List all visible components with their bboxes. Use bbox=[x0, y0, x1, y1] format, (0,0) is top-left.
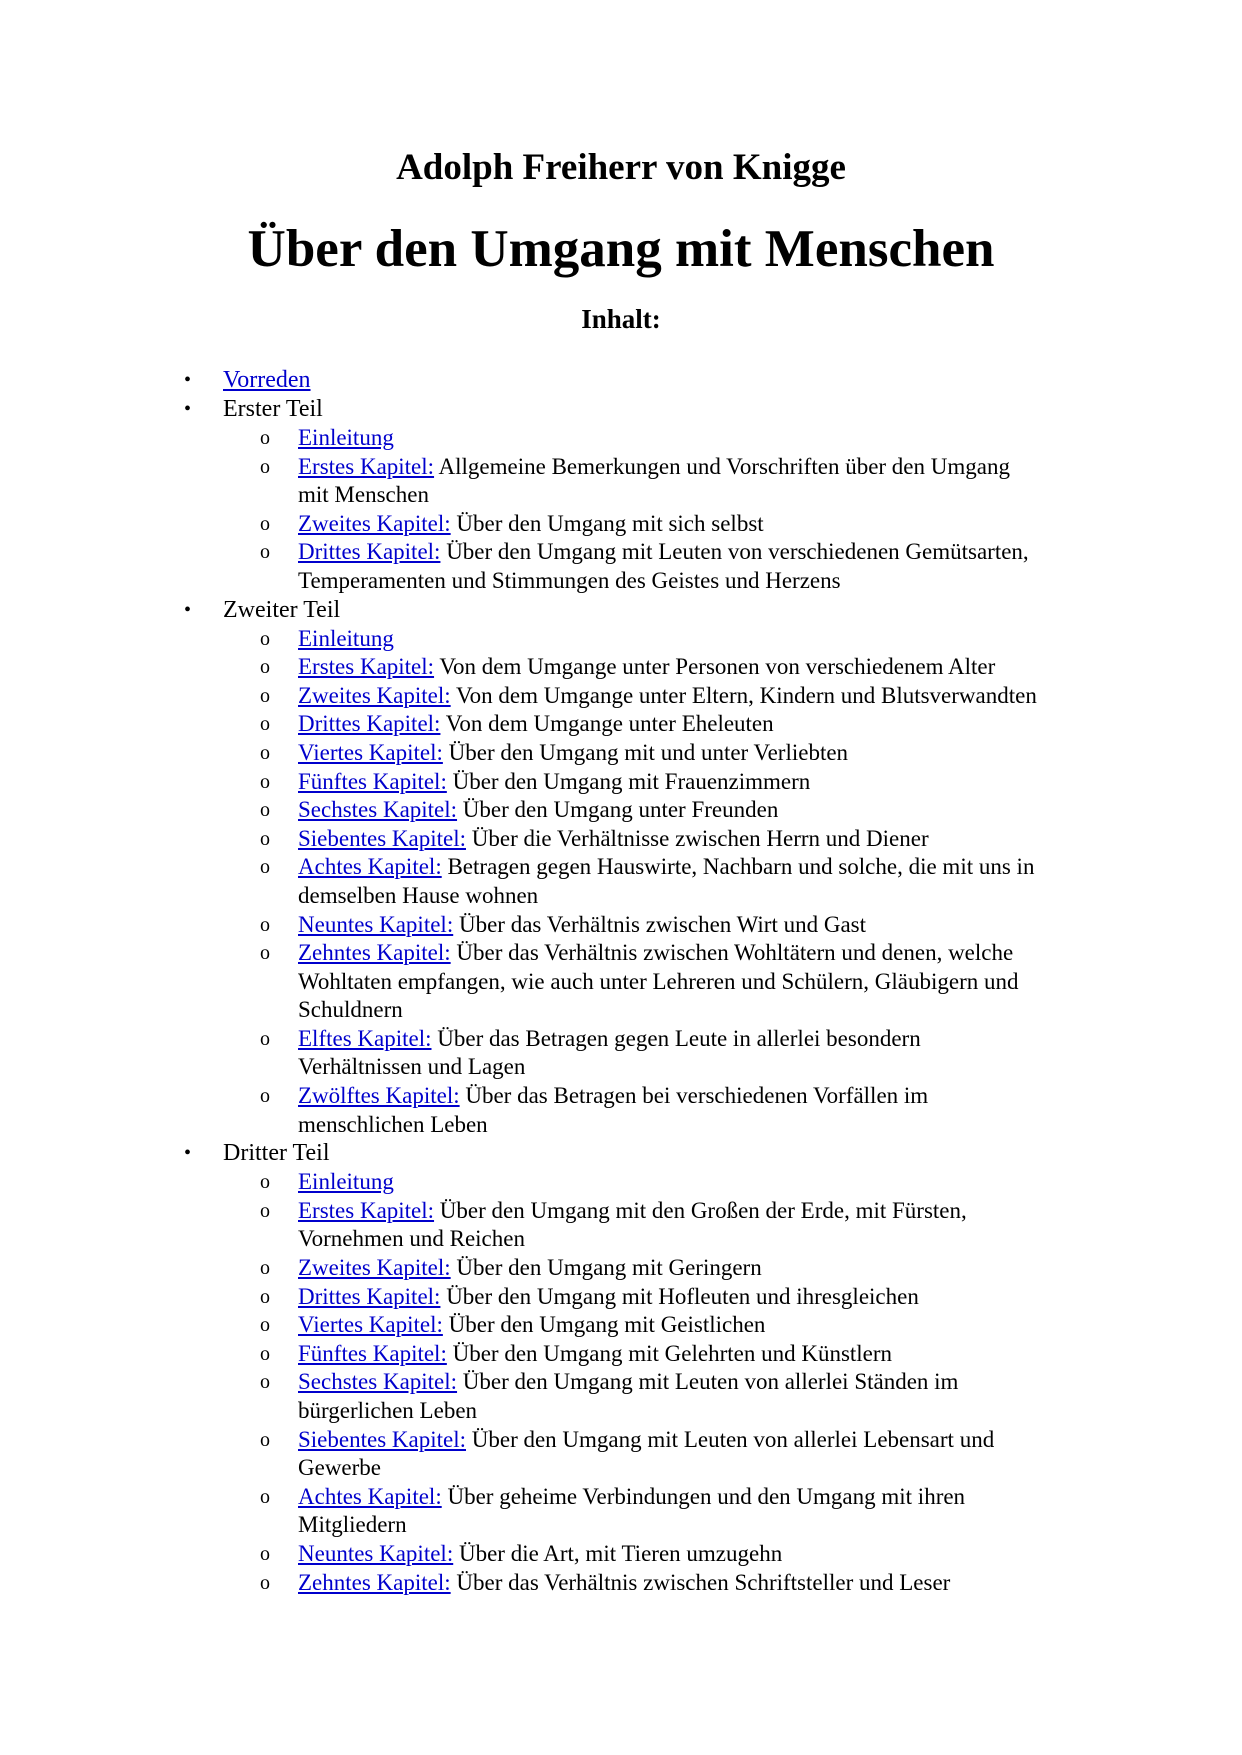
chapter-item bbox=[0, 825, 1046, 854]
circle-bullet-icon: o bbox=[260, 741, 270, 764]
circle-bullet-icon: o bbox=[260, 1199, 270, 1222]
toc-part bbox=[0, 395, 1242, 596]
circle-bullet-icon: o bbox=[260, 827, 270, 850]
circle-bullet-icon: o bbox=[260, 1542, 270, 1565]
bullet-icon: • bbox=[184, 1142, 192, 1165]
chapter-link[interactable]: Siebentes Kapitel: bbox=[298, 1426, 466, 1452]
contents-heading: Inhalt: bbox=[581, 304, 661, 334]
author-heading: Adolph Freiherr von Knigge bbox=[396, 147, 846, 188]
circle-bullet-icon: o bbox=[260, 1285, 270, 1308]
toc-part-label: Dritter Teil bbox=[223, 1140, 330, 1167]
circle-bullet-icon: o bbox=[260, 684, 270, 707]
circle-bullet-icon: o bbox=[260, 656, 270, 679]
bullet-icon: • bbox=[184, 598, 192, 621]
chapter-description: Über den Umgang mit Geringern bbox=[450, 1255, 762, 1281]
chapter-link[interactable]: Einleitung bbox=[298, 625, 394, 651]
bullet-icon: • bbox=[184, 369, 192, 391]
circle-bullet-icon: o bbox=[260, 1027, 270, 1050]
chapter-description: Über den Umgang mit Leuten von allerlei Ständen im bürgerlichen Leben bbox=[298, 1369, 959, 1423]
circle-bullet-icon: o bbox=[260, 799, 270, 822]
chapter-item bbox=[0, 1311, 1046, 1340]
chapter-description: Über den Umgang mit Leuten von allerlei Lebensart und Gewerbe bbox=[298, 1426, 995, 1481]
circle-bullet-icon: o bbox=[260, 1371, 270, 1394]
chapter-description: Von dem Umgange unter Eheleuten bbox=[440, 711, 774, 737]
table-of-contents bbox=[0, 366, 1242, 1597]
bullet-icon: • bbox=[184, 398, 192, 420]
chapter-link[interactable]: Achtes Kapitel: bbox=[298, 854, 442, 880]
toc-part-line bbox=[0, 1139, 1242, 1168]
chapter-description: Über geheime Verbindungen und den Umgang mit ihren Mitgliedern bbox=[298, 1483, 966, 1538]
chapter-link[interactable]: Zweites Kapitel: bbox=[298, 1255, 451, 1281]
chapter-item bbox=[0, 1569, 1046, 1598]
chapter-description: Allgemeine Bemerkungen und Vorschriften über den Umgang mit Menschen bbox=[298, 453, 1010, 508]
chapter-description: Über das Betragen gegen Leute in allerlei besondern Verhältnissen und Lagen bbox=[298, 1025, 921, 1080]
chapter-link[interactable]: Fünftes Kapitel: bbox=[298, 768, 447, 794]
toc-part bbox=[0, 1139, 1242, 1597]
chapter-item bbox=[0, 1483, 1046, 1540]
chapter-item bbox=[0, 424, 1046, 453]
circle-bullet-icon: o bbox=[260, 713, 270, 736]
circle-bullet-icon: o bbox=[260, 455, 270, 478]
chapter-description: Über den Umgang mit und unter Verliebten bbox=[442, 739, 849, 765]
circle-bullet-icon: o bbox=[260, 1342, 270, 1365]
chapter-item bbox=[0, 625, 1046, 654]
chapter-description: Von dem Umgange unter Personen von verschiedenem Alter bbox=[434, 654, 996, 680]
chapter-description: Über den Umgang mit Hofleuten und ihresgleichen bbox=[440, 1283, 919, 1309]
chapter-link[interactable]: Zwölftes Kapitel: bbox=[298, 1083, 460, 1109]
chapter-item bbox=[0, 538, 1046, 595]
chapter-description: Über das Verhältnis zwischen Wirt und Gast bbox=[453, 911, 866, 937]
chapter-description: Über den Umgang mit Frauenzimmern bbox=[446, 768, 811, 794]
chapter-description: Über den Umgang unter Freunden bbox=[457, 797, 779, 823]
chapter-item bbox=[0, 510, 1046, 539]
circle-bullet-icon: o bbox=[260, 1257, 270, 1280]
chapter-item bbox=[0, 1254, 1046, 1283]
chapter-link[interactable]: Sechstes Kapitel: bbox=[298, 1369, 458, 1395]
chapter-item bbox=[0, 1426, 1046, 1483]
chapter-description: Über den Umgang mit den Großen der Erde, mit Fürsten, Vornehmen und Reichen bbox=[298, 1197, 967, 1252]
toc-part-label: Zweiter Teil bbox=[223, 596, 341, 623]
chapter-link[interactable]: Zehntes Kapitel: bbox=[298, 1569, 451, 1595]
chapter-link[interactable]: Erstes Kapitel: bbox=[298, 654, 435, 680]
circle-bullet-icon: o bbox=[260, 1314, 270, 1337]
chapter-description: Betragen gegen Hauswirte, Nachbarn und solche, die mit uns in demselben Hause wohnen bbox=[298, 854, 1035, 908]
chapter-item bbox=[0, 653, 1046, 682]
chapter-description: Über den Umgang mit Gelehrten und Künstlern bbox=[446, 1340, 893, 1366]
circle-bullet-icon: o bbox=[260, 427, 270, 449]
chapter-link[interactable]: Siebentes Kapitel: bbox=[298, 825, 466, 851]
toc-part-label: Erster Teil bbox=[223, 396, 323, 422]
toc-part bbox=[0, 366, 1242, 395]
chapter-description: Über das Betragen bei verschiedenen Vorfällen im menschlichen Leben bbox=[298, 1083, 929, 1137]
chapter-item bbox=[0, 1082, 1046, 1139]
chapter-link[interactable]: Fünftes Kapitel: bbox=[298, 1340, 447, 1366]
chapter-link[interactable]: Drittes Kapitel: bbox=[298, 1283, 441, 1309]
chapter-item bbox=[0, 1168, 1046, 1197]
chapter-description: Von dem Umgange unter Eltern, Kindern und Blutsverwandten bbox=[450, 682, 1037, 708]
chapter-link[interactable]: Erstes Kapitel: bbox=[298, 453, 435, 479]
chapter-description: Über die Art, mit Tieren umzugehn bbox=[453, 1540, 783, 1566]
circle-bullet-icon: o bbox=[260, 942, 270, 965]
chapter-list bbox=[0, 424, 1242, 596]
toc-part-line bbox=[0, 366, 1242, 395]
chapter-description: Über das Verhältnis zwischen Schriftsteller und Leser bbox=[450, 1569, 951, 1595]
chapter-item bbox=[0, 682, 1046, 711]
chapter-link[interactable]: Zehntes Kapitel: bbox=[298, 940, 451, 966]
chapter-link[interactable]: Neuntes Kapitel: bbox=[298, 1540, 454, 1566]
chapter-item bbox=[0, 710, 1046, 739]
chapter-item bbox=[0, 911, 1046, 940]
chapter-link[interactable]: Drittes Kapitel: bbox=[298, 539, 441, 565]
circle-bullet-icon: o bbox=[260, 512, 270, 535]
toc-part-line bbox=[0, 395, 1242, 424]
chapter-description: Über den Umgang mit Geistlichen bbox=[442, 1312, 766, 1338]
chapter-item bbox=[0, 1197, 1046, 1254]
chapter-link[interactable]: Viertes Kapitel: bbox=[298, 1312, 443, 1338]
chapter-item bbox=[0, 1025, 1046, 1082]
chapter-description: Über den Umgang mit sich selbst bbox=[450, 510, 764, 536]
circle-bullet-icon: o bbox=[260, 1171, 270, 1194]
circle-bullet-icon: o bbox=[260, 1571, 270, 1594]
chapter-link[interactable]: Drittes Kapitel: bbox=[298, 711, 441, 737]
chapter-link[interactable]: Erstes Kapitel: bbox=[298, 1197, 435, 1223]
chapter-item bbox=[0, 796, 1046, 825]
circle-bullet-icon: o bbox=[260, 770, 270, 793]
book-title: Über den Umgang mit Menschen bbox=[247, 220, 995, 278]
chapter-item bbox=[0, 853, 1046, 910]
chapter-link[interactable]: Elftes Kapitel: bbox=[298, 1025, 432, 1051]
circle-bullet-icon: o bbox=[260, 1085, 270, 1108]
chapter-link[interactable]: Einleitung bbox=[298, 1169, 394, 1195]
chapter-item bbox=[0, 739, 1046, 768]
chapter-description: Über den Umgang mit Leuten von verschiedenen Gemütsarten, Temperamenten und Stimmungen des Geistes und Herzens bbox=[298, 539, 1029, 593]
circle-bullet-icon: o bbox=[260, 541, 270, 564]
chapter-item bbox=[0, 1283, 1046, 1312]
chapter-item bbox=[0, 939, 1046, 1025]
circle-bullet-icon: o bbox=[260, 856, 270, 879]
chapter-item bbox=[0, 1340, 1046, 1369]
chapter-link[interactable]: Neuntes Kapitel: bbox=[298, 911, 454, 937]
toc-part bbox=[0, 596, 1242, 1140]
toc-part-link[interactable]: Vorreden bbox=[223, 367, 311, 393]
circle-bullet-icon: o bbox=[260, 1485, 270, 1508]
chapter-item bbox=[0, 768, 1046, 797]
chapter-link[interactable]: Zweites Kapitel: bbox=[298, 510, 451, 536]
chapter-link[interactable]: Sechstes Kapitel: bbox=[298, 797, 458, 823]
chapter-description: Über das Verhältnis zwischen Wohltätern und denen, welche Wohltaten empfangen, wie auch unter Lehreren und Schülern, Gläubigern und Schuldnern bbox=[298, 940, 1019, 1023]
chapter-item bbox=[0, 453, 1046, 510]
chapter-item bbox=[0, 1540, 1046, 1569]
chapter-link[interactable]: Achtes Kapitel: bbox=[298, 1483, 442, 1509]
chapter-link[interactable]: Einleitung bbox=[298, 425, 394, 450]
chapter-link[interactable]: Zweites Kapitel: bbox=[298, 682, 451, 708]
circle-bullet-icon: o bbox=[260, 627, 270, 650]
circle-bullet-icon: o bbox=[260, 913, 270, 936]
circle-bullet-icon: o bbox=[260, 1428, 270, 1451]
chapter-item bbox=[0, 1368, 1046, 1425]
chapter-link[interactable]: Viertes Kapitel: bbox=[298, 739, 443, 765]
chapter-list bbox=[0, 1168, 1242, 1597]
chapter-list bbox=[0, 625, 1242, 1140]
toc-part-line bbox=[0, 596, 1242, 625]
chapter-description: Über die Verhältnisse zwischen Herrn und Diener bbox=[466, 825, 929, 851]
